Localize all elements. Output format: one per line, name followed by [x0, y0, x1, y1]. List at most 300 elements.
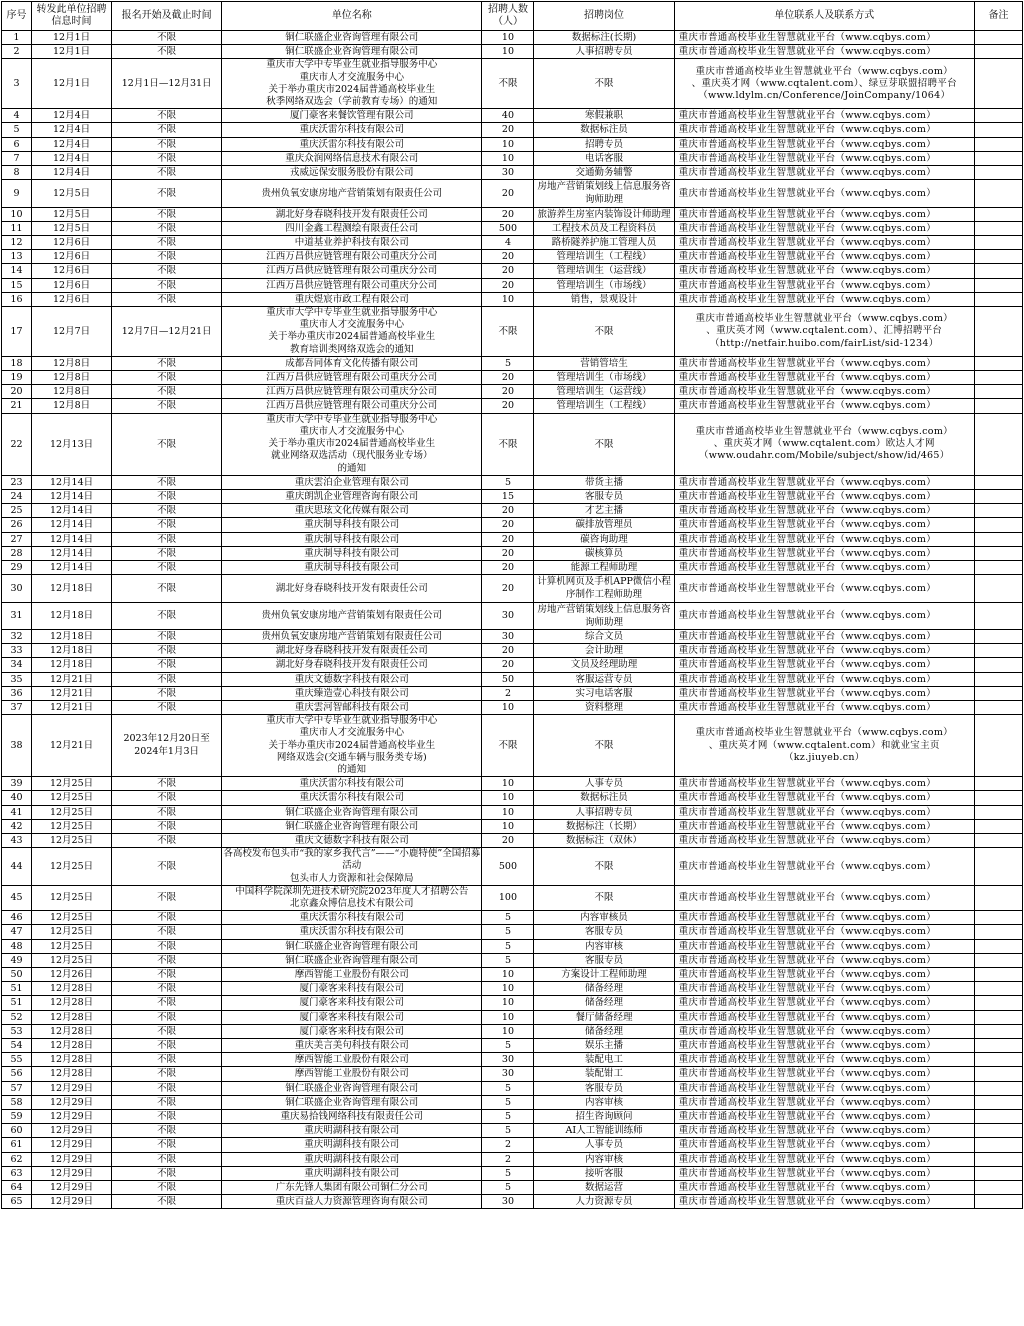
- cell-index: 12: [2, 236, 32, 250]
- cell-remarks: [974, 1010, 1022, 1024]
- cell-registration-period: 不限: [112, 791, 222, 805]
- table-row: [2, 1152, 1023, 1166]
- cell-registration-period: 不限: [112, 777, 222, 791]
- cell-employer: 厦门豪客来科技有限公司: [222, 1024, 482, 1038]
- cell-remarks: [974, 1110, 1022, 1124]
- cell-position: 不限: [534, 307, 674, 357]
- cell-contact: 重庆市普通高校毕业生智慧就业平台（www.cqbys.com）: [674, 925, 974, 939]
- cell-position: 碳咨询助理: [534, 532, 674, 546]
- cell-index: 24: [2, 489, 32, 503]
- cell-employer: 重庆思玹文化传媒有限公司: [222, 504, 482, 518]
- cell-remarks: [974, 59, 1022, 109]
- cell-employer: 贵州负氧安康房地产营销策划有限责任公司: [222, 602, 482, 629]
- cell-remarks: [974, 532, 1022, 546]
- table-row: [2, 31, 1023, 45]
- table-row: [2, 1067, 1023, 1081]
- cell-employer: 厦门豪客来餐饮管理有限公司: [222, 109, 482, 123]
- cell-index: 53: [2, 1024, 32, 1038]
- cell-forward-date: 12月18日: [32, 602, 112, 629]
- table-row: [2, 475, 1023, 489]
- cell-headcount: 10: [482, 805, 534, 819]
- header-remarks: 备注: [974, 2, 1022, 31]
- cell-registration-period: 不限: [112, 953, 222, 967]
- cell-contact: 重庆市普通高校毕业生智慧就业平台（www.cqbys.com）: [674, 602, 974, 629]
- cell-headcount: 20: [482, 385, 534, 399]
- cell-index: 49: [2, 953, 32, 967]
- cell-index: 10: [2, 207, 32, 221]
- cell-employer: 湖北好身春晓科技开发有限责任公司: [222, 575, 482, 602]
- table-row: [2, 968, 1023, 982]
- cell-employer: 重庆朗凯企业管理咨询有限公司: [222, 489, 482, 503]
- cell-remarks: [974, 221, 1022, 235]
- cell-index: 18: [2, 356, 32, 370]
- cell-headcount: 20: [482, 575, 534, 602]
- cell-remarks: [974, 250, 1022, 264]
- cell-registration-period: 不限: [112, 1095, 222, 1109]
- cell-remarks: [974, 1053, 1022, 1067]
- cell-registration-period: 不限: [112, 151, 222, 165]
- cell-forward-date: 12月4日: [32, 166, 112, 180]
- cell-contact: 重庆市普通高校毕业生智慧就业平台（www.cqbys.com）: [674, 221, 974, 235]
- cell-remarks: [974, 385, 1022, 399]
- cell-remarks: [974, 166, 1022, 180]
- cell-contact: 重庆市普通高校毕业生智慧就业平台（www.cqbys.com）: [674, 1181, 974, 1195]
- cell-contact: 重庆市普通高校毕业生智慧就业平台（www.cqbys.com）: [674, 356, 974, 370]
- cell-position: 内容审核: [534, 939, 674, 953]
- cell-forward-date: 12月1日: [32, 45, 112, 59]
- cell-remarks: [974, 602, 1022, 629]
- cell-registration-period: 不限: [112, 221, 222, 235]
- table-row: [2, 777, 1023, 791]
- cell-remarks: [974, 475, 1022, 489]
- cell-employer: 摩西智能工业股份有限公司: [222, 1053, 482, 1067]
- cell-contact: 重庆市普通高校毕业生智慧就业平台（www.cqbys.com）: [674, 207, 974, 221]
- cell-contact: 重庆市普通高校毕业生智慧就业平台（www.cqbys.com）: [674, 475, 974, 489]
- cell-headcount: 30: [482, 629, 534, 643]
- cell-index: 47: [2, 925, 32, 939]
- cell-index: 17: [2, 307, 32, 357]
- cell-registration-period: 不限: [112, 575, 222, 602]
- cell-remarks: [974, 925, 1022, 939]
- cell-index: 43: [2, 833, 32, 847]
- cell-index: 56: [2, 1067, 32, 1081]
- cell-headcount: 20: [482, 532, 534, 546]
- cell-registration-period: 不限: [112, 1166, 222, 1180]
- cell-position: 人事招聘专员: [534, 805, 674, 819]
- cell-contact: 重庆市普通高校毕业生智慧就业平台（www.cqbys.com）: [674, 1138, 974, 1152]
- table-row: [2, 137, 1023, 151]
- cell-headcount: 不限: [482, 715, 534, 777]
- cell-registration-period: 不限: [112, 1138, 222, 1152]
- cell-position: 会计助理: [534, 644, 674, 658]
- cell-contact: 重庆市普通高校毕业生智慧就业平台（www.cqbys.com）: [674, 575, 974, 602]
- cell-index: 46: [2, 911, 32, 925]
- cell-registration-period: 不限: [112, 236, 222, 250]
- cell-registration-period: 不限: [112, 250, 222, 264]
- cell-remarks: [974, 109, 1022, 123]
- table-row: [2, 819, 1023, 833]
- cell-employer: 重庆百益人力资源管理咨询有限公司: [222, 1195, 482, 1209]
- cell-remarks: [974, 560, 1022, 574]
- cell-index: 23: [2, 475, 32, 489]
- cell-registration-period: 不限: [112, 264, 222, 278]
- cell-index: 2: [2, 45, 32, 59]
- cell-headcount: 10: [482, 1024, 534, 1038]
- cell-remarks: [974, 151, 1022, 165]
- cell-position: 储备经理: [534, 996, 674, 1010]
- table-row: [2, 1053, 1023, 1067]
- cell-index: 15: [2, 278, 32, 292]
- cell-position: 不限: [534, 413, 674, 475]
- table-row: [2, 207, 1023, 221]
- cell-employer: 重庆易拾钱网络科技有限责任公司: [222, 1110, 482, 1124]
- cell-position: 客服专员: [534, 925, 674, 939]
- cell-contact: 重庆市普通高校毕业生智慧就业平台（www.cqbys.com）: [674, 166, 974, 180]
- cell-position: 交通勤务辅警: [534, 166, 674, 180]
- cell-index: 21: [2, 399, 32, 413]
- cell-position: 人事招聘专员: [534, 45, 674, 59]
- cell-employer: 戎威远保安服务股份有限公司: [222, 166, 482, 180]
- cell-index: 5: [2, 123, 32, 137]
- cell-forward-date: 12月18日: [32, 658, 112, 672]
- cell-contact: 重庆市普通高校毕业生智慧就业平台（www.cqbys.com）: [674, 1081, 974, 1095]
- cell-contact: 重庆市普通高校毕业生智慧就业平台（www.cqbys.com） 、重庆英才网（www.cqtalent.com）和就业宝主页 （kz.jiuyeb.cn）: [674, 715, 974, 777]
- cell-registration-period: 不限: [112, 700, 222, 714]
- cell-remarks: [974, 715, 1022, 777]
- cell-position: 碳排放管理员: [534, 518, 674, 532]
- cell-headcount: 20: [482, 264, 534, 278]
- cell-forward-date: 12月7日: [32, 307, 112, 357]
- cell-employer: 重庆市大学中专毕业生就业指导服务中心 重庆市人才交流服务中心 关于举办重庆市2024届普通高校毕业生 网络双选会(交通车辆与服务类专场) 的通知: [222, 715, 482, 777]
- cell-position: 计算机网页及手机APP微信小程序制作工程师助理: [534, 575, 674, 602]
- cell-headcount: 10: [482, 700, 534, 714]
- cell-registration-period: 不限: [112, 1081, 222, 1095]
- cell-forward-date: 12月28日: [32, 982, 112, 996]
- cell-index: 33: [2, 644, 32, 658]
- header-index: 序号: [2, 2, 32, 31]
- cell-forward-date: 12月14日: [32, 546, 112, 560]
- cell-headcount: 10: [482, 791, 534, 805]
- header-forward-date: 转发此单位招聘信息时间: [32, 2, 112, 31]
- cell-forward-date: 12月25日: [32, 777, 112, 791]
- cell-headcount: 100: [482, 885, 534, 910]
- cell-forward-date: 12月28日: [32, 1024, 112, 1038]
- table-row: [2, 982, 1023, 996]
- cell-position: 人事专员: [534, 777, 674, 791]
- cell-remarks: [974, 504, 1022, 518]
- cell-employer: 铜仁联盛企业咨询管理有限公司: [222, 31, 482, 45]
- cell-remarks: [974, 1152, 1022, 1166]
- cell-employer: 重庆文德数字科技有限公司: [222, 672, 482, 686]
- table-row: [2, 939, 1023, 953]
- cell-registration-period: 不限: [112, 1067, 222, 1081]
- cell-contact: 重庆市普通高校毕业生智慧就业平台（www.cqbys.com）: [674, 109, 974, 123]
- cell-forward-date: 12月29日: [32, 1095, 112, 1109]
- cell-employer: 重庆沃雷尔科技有限公司: [222, 911, 482, 925]
- cell-position: 管理培训生（市场线）: [534, 278, 674, 292]
- cell-employer: 四川金鑫工程测绘有限责任公司: [222, 221, 482, 235]
- cell-headcount: 5: [482, 1124, 534, 1138]
- table-row: [2, 911, 1023, 925]
- cell-registration-period: 不限: [112, 996, 222, 1010]
- cell-contact: 重庆市普通高校毕业生智慧就业平台（www.cqbys.com） 、重庆英才网（www.cqtalent.com）、汇博招聘平台 （http://netfair.huibo.com/fairList/sid-1234）: [674, 307, 974, 357]
- cell-forward-date: 12月5日: [32, 207, 112, 221]
- cell-index: 27: [2, 532, 32, 546]
- cell-contact: 重庆市普通高校毕业生智慧就业平台（www.cqbys.com）: [674, 489, 974, 503]
- cell-registration-period: 不限: [112, 1010, 222, 1024]
- cell-employer: 贵州负氧安康房地产营销策划有限责任公司: [222, 180, 482, 207]
- cell-contact: 重庆市普通高校毕业生智慧就业平台（www.cqbys.com）: [674, 1110, 974, 1124]
- cell-position: 带货主播: [534, 475, 674, 489]
- table-row: [2, 791, 1023, 805]
- cell-forward-date: 12月21日: [32, 715, 112, 777]
- cell-position: 能源工程师助理: [534, 560, 674, 574]
- cell-contact: 重庆市普通高校毕业生智慧就业平台（www.cqbys.com）: [674, 833, 974, 847]
- cell-remarks: [974, 45, 1022, 59]
- cell-employer: 重庆制导科技有限公司: [222, 560, 482, 574]
- table-row: [2, 602, 1023, 629]
- cell-position: 碳核算员: [534, 546, 674, 560]
- table-row: [2, 518, 1023, 532]
- cell-registration-period: 不限: [112, 137, 222, 151]
- cell-remarks: [974, 137, 1022, 151]
- table-row: [2, 833, 1023, 847]
- cell-employer: 重庆臻造壹心科技有限公司: [222, 686, 482, 700]
- cell-index: 35: [2, 672, 32, 686]
- table-row: [2, 885, 1023, 910]
- cell-employer: 铜仁联盛企业咨询管理有限公司: [222, 1095, 482, 1109]
- cell-contact: 重庆市普通高校毕业生智慧就业平台（www.cqbys.com）: [674, 264, 974, 278]
- table-row: [2, 307, 1023, 357]
- cell-contact: 重庆市普通高校毕业生智慧就业平台（www.cqbys.com）: [674, 777, 974, 791]
- cell-forward-date: 12月25日: [32, 939, 112, 953]
- cell-employer: 厦门豪客来科技有限公司: [222, 982, 482, 996]
- table-row: [2, 45, 1023, 59]
- table-row: [2, 1095, 1023, 1109]
- cell-registration-period: 不限: [112, 672, 222, 686]
- cell-contact: 重庆市普通高校毕业生智慧就业平台（www.cqbys.com） 、重庆英才网（www.cqtalent.com）欧达人才网 （www.oudahr.com/Mobile/subject/show/id/465）: [674, 413, 974, 475]
- cell-headcount: 10: [482, 1010, 534, 1024]
- cell-contact: 重庆市普通高校毕业生智慧就业平台（www.cqbys.com）: [674, 532, 974, 546]
- cell-headcount: 10: [482, 137, 534, 151]
- cell-registration-period: 不限: [112, 180, 222, 207]
- header-headcount: 招聘人数（人）: [482, 2, 534, 31]
- cell-forward-date: 12月29日: [32, 1152, 112, 1166]
- cell-contact: 重庆市普通高校毕业生智慧就业平台（www.cqbys.com）: [674, 1053, 974, 1067]
- cell-employer: 湖北好身春晓科技开发有限责任公司: [222, 658, 482, 672]
- cell-registration-period: 不限: [112, 356, 222, 370]
- cell-forward-date: 12月28日: [32, 1053, 112, 1067]
- cell-registration-period: 不限: [112, 489, 222, 503]
- cell-index: 26: [2, 518, 32, 532]
- cell-index: 13: [2, 250, 32, 264]
- cell-position: 装配电工: [534, 1053, 674, 1067]
- table-row: [2, 264, 1023, 278]
- cell-index: 7: [2, 151, 32, 165]
- cell-contact: 重庆市普通高校毕业生智慧就业平台（www.cqbys.com）: [674, 686, 974, 700]
- cell-forward-date: 12月21日: [32, 700, 112, 714]
- cell-contact: 重庆市普通高校毕业生智慧就业平台（www.cqbys.com）: [674, 250, 974, 264]
- cell-position: 资料整理: [534, 700, 674, 714]
- cell-remarks: [974, 982, 1022, 996]
- table-row: [2, 1081, 1023, 1095]
- cell-position: 餐厅储备经理: [534, 1010, 674, 1024]
- cell-employer: 各高校发布包头市“我的家乡我代言”——“小鹿特使”全国招募活动 包头市人力资源和社会保障局: [223, 848, 481, 884]
- cell-remarks: [974, 1067, 1022, 1081]
- cell-registration-period: 不限: [112, 1181, 222, 1195]
- cell-employer: 重庆雲河智邮科技有限公司: [222, 700, 482, 714]
- cell-registration-period: 不限: [112, 546, 222, 560]
- cell-remarks: [974, 805, 1022, 819]
- cell-position: 工程技术员及工程资料员: [534, 221, 674, 235]
- cell-index: 9: [2, 180, 32, 207]
- cell-headcount: 20: [482, 399, 534, 413]
- cell-headcount: 10: [482, 982, 534, 996]
- cell-forward-date: 12月29日: [32, 1081, 112, 1095]
- cell-remarks: [974, 658, 1022, 672]
- cell-headcount: 2: [482, 686, 534, 700]
- table-row: [2, 1138, 1023, 1152]
- cell-index: 48: [2, 939, 32, 953]
- cell-index: 30: [2, 575, 32, 602]
- cell-contact: 重庆市普通高校毕业生智慧就业平台（www.cqbys.com）: [674, 546, 974, 560]
- cell-contact: 重庆市普通高校毕业生智慧就业平台（www.cqbys.com）: [674, 1195, 974, 1209]
- table-row: [2, 546, 1023, 560]
- cell-registration-period: 不限: [112, 292, 222, 306]
- table-row: [2, 1124, 1023, 1138]
- cell-position: 娱乐主播: [534, 1039, 674, 1053]
- cell-remarks: [974, 236, 1022, 250]
- cell-remarks: [974, 833, 1022, 847]
- cell-employer: 重庆沃雷尔科技有限公司: [222, 137, 482, 151]
- cell-index: 28: [2, 546, 32, 560]
- cell-employer: 贵州负氧安康房地产营销策划有限责任公司: [222, 629, 482, 643]
- cell-employer: 江西万昌供应链管理有限公司重庆分公司: [222, 371, 482, 385]
- cell-position: 内容审核: [534, 1095, 674, 1109]
- recruitment-table: [1, 1, 1023, 1209]
- cell-remarks: [974, 1138, 1022, 1152]
- cell-remarks: [974, 123, 1022, 137]
- cell-headcount: 不限: [482, 307, 534, 357]
- cell-index: 16: [2, 292, 32, 306]
- cell-contact: 重庆市普通高校毕业生智慧就业平台（www.cqbys.com）: [674, 939, 974, 953]
- cell-registration-period: 不限: [112, 278, 222, 292]
- cell-index: 38: [2, 715, 32, 777]
- cell-employer: 铜仁联盛企业咨询管理有限公司: [222, 953, 482, 967]
- cell-index: 55: [2, 1053, 32, 1067]
- cell-remarks: [974, 996, 1022, 1010]
- cell-headcount: 30: [482, 1195, 534, 1209]
- cell-registration-period: 不限: [112, 109, 222, 123]
- cell-employer: 湖北好身春晓科技开发有限责任公司: [222, 644, 482, 658]
- cell-registration-period: 不限: [112, 399, 222, 413]
- cell-headcount: 30: [482, 1053, 534, 1067]
- cell-index: 34: [2, 658, 32, 672]
- cell-headcount: 5: [482, 475, 534, 489]
- cell-remarks: [974, 371, 1022, 385]
- cell-forward-date: 12月4日: [32, 123, 112, 137]
- cell-index: 40: [2, 791, 32, 805]
- table-row: [2, 180, 1023, 207]
- cell-position: 招生咨询顾问: [534, 1110, 674, 1124]
- cell-headcount: 40: [482, 109, 534, 123]
- cell-position: 客服专员: [534, 953, 674, 967]
- cell-remarks: [974, 1195, 1022, 1209]
- cell-forward-date: 12月5日: [32, 180, 112, 207]
- cell-position: 数据运营: [534, 1181, 674, 1195]
- cell-remarks: [974, 399, 1022, 413]
- cell-headcount: 10: [482, 996, 534, 1010]
- cell-employer: 重庆沃雷尔科技有限公司: [222, 123, 482, 137]
- cell-forward-date: 12月1日: [32, 31, 112, 45]
- cell-forward-date: 12月28日: [32, 996, 112, 1010]
- cell-headcount: 5: [482, 1081, 534, 1095]
- cell-remarks: [974, 264, 1022, 278]
- cell-position: 综合文员: [534, 629, 674, 643]
- cell-position: 接听客服: [534, 1166, 674, 1180]
- cell-headcount: 5: [482, 939, 534, 953]
- table-row: [2, 644, 1023, 658]
- cell-remarks: [974, 292, 1022, 306]
- cell-headcount: 20: [482, 250, 534, 264]
- cell-contact: 重庆市普通高校毕业生智慧就业平台（www.cqbys.com） 、重庆英才网（www.cqtalent.com）、绿豆芽联盟招聘平台（www.ldylm.cn/Conference/JoinCompany/1064）: [674, 59, 974, 109]
- header-row: [2, 2, 1023, 31]
- cell-position: 客服运营专员: [534, 672, 674, 686]
- cell-index: 45: [2, 885, 32, 910]
- cell-index: 63: [2, 1166, 32, 1180]
- cell-headcount: 5: [482, 1095, 534, 1109]
- cell-headcount: 5: [482, 953, 534, 967]
- cell-headcount: 20: [482, 644, 534, 658]
- cell-employer: 重庆美言美句科技有限公司: [222, 1039, 482, 1053]
- cell-position: 人事专员: [534, 1138, 674, 1152]
- cell-employer: 重庆沃雷尔科技有限公司: [222, 925, 482, 939]
- cell-contact: 重庆市普通高校毕业生智慧就业平台（www.cqbys.com）: [674, 1166, 974, 1180]
- cell-forward-date: 12月6日: [32, 278, 112, 292]
- cell-employer: 江西万昌供应链管理有限公司重庆分公司: [222, 385, 482, 399]
- cell-index: 6: [2, 137, 32, 151]
- cell-remarks: [974, 1124, 1022, 1138]
- cell-index: 60: [2, 1124, 32, 1138]
- cell-forward-date: 12月8日: [32, 371, 112, 385]
- cell-registration-period: 不限: [112, 123, 222, 137]
- table-row: [2, 278, 1023, 292]
- cell-employer: 铜仁联盛企业咨询管理有限公司: [222, 939, 482, 953]
- table-row: [2, 1024, 1023, 1038]
- cell-employer: 铜仁联盛企业咨询管理有限公司: [222, 45, 482, 59]
- cell-registration-period: 不限: [112, 644, 222, 658]
- table-row: [2, 221, 1023, 235]
- cell-position: 内容审核: [534, 1152, 674, 1166]
- cell-index: 39: [2, 777, 32, 791]
- cell-contact: 重庆市普通高校毕业生智慧就业平台（www.cqbys.com）: [674, 1067, 974, 1081]
- table-row: [2, 700, 1023, 714]
- cell-remarks: [974, 413, 1022, 475]
- cell-index: 59: [2, 1110, 32, 1124]
- cell-registration-period: 不限: [112, 629, 222, 643]
- cell-employer: 重庆众润网络信息技术有限公司: [222, 151, 482, 165]
- cell-forward-date: 12月8日: [32, 399, 112, 413]
- cell-headcount: 20: [482, 518, 534, 532]
- cell-index: 1: [2, 31, 32, 45]
- cell-forward-date: 12月18日: [32, 575, 112, 602]
- cell-contact: 重庆市普通高校毕业生智慧就业平台（www.cqbys.com）: [674, 700, 974, 714]
- cell-position: 数据标注（双休）: [534, 833, 674, 847]
- cell-registration-period: 不限: [112, 939, 222, 953]
- cell-employer: 重庆市大学中专毕业生就业指导服务中心 重庆市人才交流服务中心 关于举办重庆市2024届普通高校毕业生 就业网络双选活动（现代服务业专场） 的通知: [222, 413, 482, 475]
- cell-forward-date: 12月5日: [32, 221, 112, 235]
- table-row: [2, 236, 1023, 250]
